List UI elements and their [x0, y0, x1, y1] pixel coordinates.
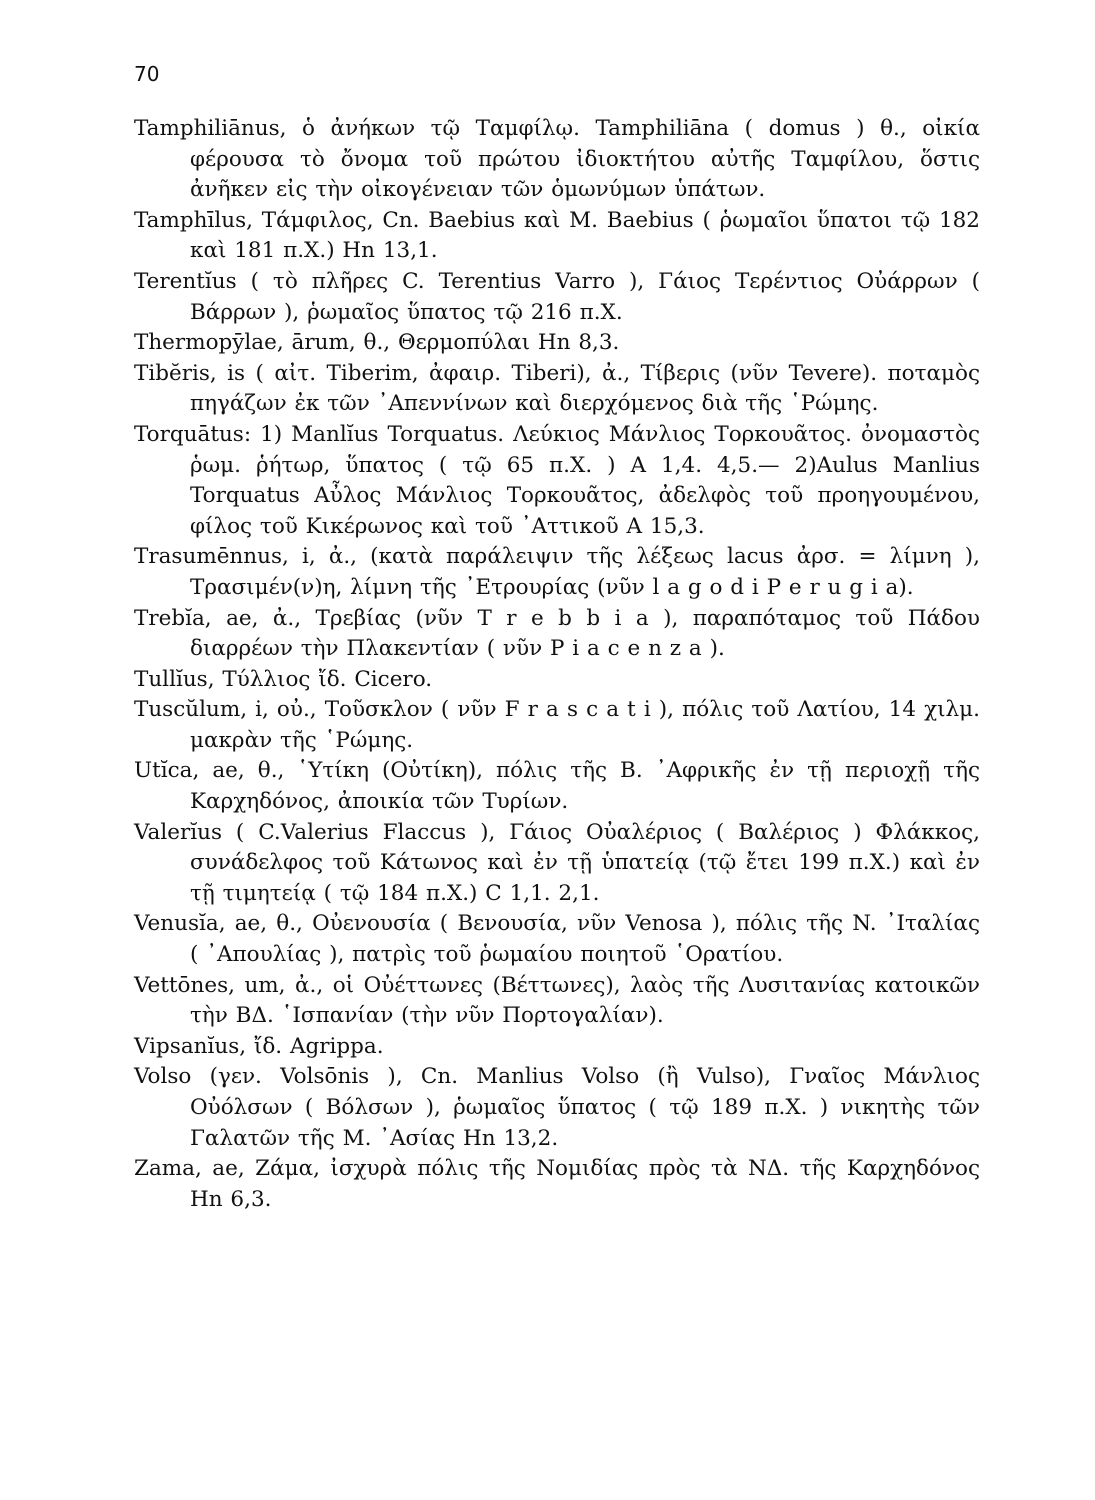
glossary-entry: Utĭca, ae, θ., ῾Υτίκη (Οὐτίκη), πόλις τῆς B. ᾿Αφρικῆς ἐν τῇ περιοχῇ τῆς Καρχηδόνος, ἀποικία τῶν Τυρίων. — [134, 758, 980, 815]
glossary-entry: Tuscŭlum, i, οὐ., Τοῦσκλον ( νῦν F r a s c a t i ), πόλις τοῦ Λατίου, 14 χιλμ. μακρὰν τῆς ῾Ρώμης. — [134, 697, 980, 753]
glossary-entry: Torquātus: 1) Manlĭus Torquatus. Λεύκιος Μάνλιος Τορκουᾶτος. ὀνομαστὸς ῥωμ. ῥήτωρ, ὕπατος ( τῷ 65 π.Χ. ) A 1,4. 4,5.— 2)Aulus Manlius Torquatus Αὖλος Μάνλιος Τορκουᾶτος, ἀδελφὸς τοῦ προηγουμένου, φίλος τοῦ Κικέρωνος καὶ τοῦ ᾿Αττικοῦ A 15,3. — [134, 421, 980, 539]
glossary-entry: Vipsanĭus, ἴδ. Agrippa. — [134, 1033, 384, 1059]
glossary-entry: Zama, ae, Ζάμα, ἰσχυρὰ πόλις τῆς Νομιδίας πρὸς τὰ ΝΔ. τῆς Καρχηδόνος Hn 6,3. — [134, 1156, 980, 1212]
glossary-entry: Tamphiliānus, ὁ ἀνήκων τῷ Ταμφίλῳ. Tamphiliāna ( domus ) θ., οἰκία φέρουσα τὸ ὄνομα τοῦ πρώτου ἰδιοκτήτου αὐτῆς Ταμφίλου, ὅστις ἀνῆκεν εἰς τὴν οἰκογένειαν τῶν ὁμωνύμων ὑπάτων. — [134, 116, 980, 203]
glossary-entry: Volso (γεν. Volsōnis ), Cn. Manlius Volso (ἢ Vulso), Γναῖος Μάνλιος Οὐόλσων ( Βόλσων ), ῥωμαῖος ὕπατος ( τῷ 189 π.Χ. ) νικητὴς τῶν Γαλατῶν τῆς M. ᾿Ασίας Hn 13,2. — [134, 1064, 980, 1151]
glossary-entry: Valerĭus ( C.Valerius Flaccus ), Γάιος Οὐαλέριος ( Βαλέριος ) Φλάκκος, συνάδελφος τοῦ Κάτωνος καὶ ἐν τῇ ὑπατείᾳ (τῷ ἔτει 199 π.Χ.) καὶ ἐν τῇ τιμητείᾳ ( τῷ 184 π.Χ.) C 1,1. 2,1. — [134, 819, 980, 906]
glossary-entry: Vettōnes, um, ἀ., οἱ Οὐέττωνες (Βέττωνες), λαὸς τῆς Λυσιτανίας κατοικῶν τὴν ΒΔ. ῾Ισπανίαν (τὴν νῦν Πορτογαλίαν). — [134, 972, 980, 1029]
page-number: 70 — [134, 62, 160, 86]
glossary-entry: Terentĭus ( τὸ πλῆρες C. Terentius Varro ), Γάιος Τερέντιος Οὐάρρων ( Βάρρων ), ῥωμαῖος ὕπατος τῷ 216 π.Χ. — [134, 268, 980, 325]
glossary-entry: Venusĭa, ae, θ., Οὐενουσία ( Βενουσία, νῦν Venosa ), πόλις τῆς N. ᾿Ιταλίας ( ᾿Απουλίας ), πατρὶς τοῦ ῥωμαίου ποιητοῦ ῾Ορατίου. — [134, 911, 980, 968]
glossary-entry: Tamphīlus, Τάμφιλος, Cn. Baebius καὶ M. Baebius ( ῥωμαῖοι ὕπατοι τῷ 182 καὶ 181 π.Χ.) Hn 13,1. — [134, 207, 980, 264]
glossary-entry: Tibĕris, is ( αἰτ. Tiberim, ἀφαιρ. Tiberi), ἀ., Τίβερις (νῦν Tevere). ποταμὸς πηγάζων ἐκ τῶν ᾿Απεννίνων καὶ διερχόμενος διὰ τῆς ῾Ρώμης. — [134, 360, 980, 417]
glossary-entry: Trasumēnnus, i, ἀ., (κατὰ παράλειψιν τῆς λέξεως lacus ἀρσ. = λίμνη ), Τρασιμέν(ν)η, λίμνη τῆς ᾿Ετρουρίας (νῦν l a g o d i P e r u g i a). — [134, 544, 980, 600]
glossary-entry: Tullĭus, Τύλλιος ἴδ. Cicero. — [134, 666, 433, 692]
glossary-entry: Trebĭa, ae, ἀ., Τρεβίας (νῦν T r e b b i a ), παραπόταμος τοῦ Πάδου διαρρέων τὴν Πλακεντίαν ( νῦν P i a c e n z a ). — [134, 605, 980, 662]
glossary-entry: Thermopȳlae, ārum, θ., Θερμοπύλαι Hn 8,3. — [134, 330, 620, 356]
glossary-entries — [134, 114, 980, 1215]
